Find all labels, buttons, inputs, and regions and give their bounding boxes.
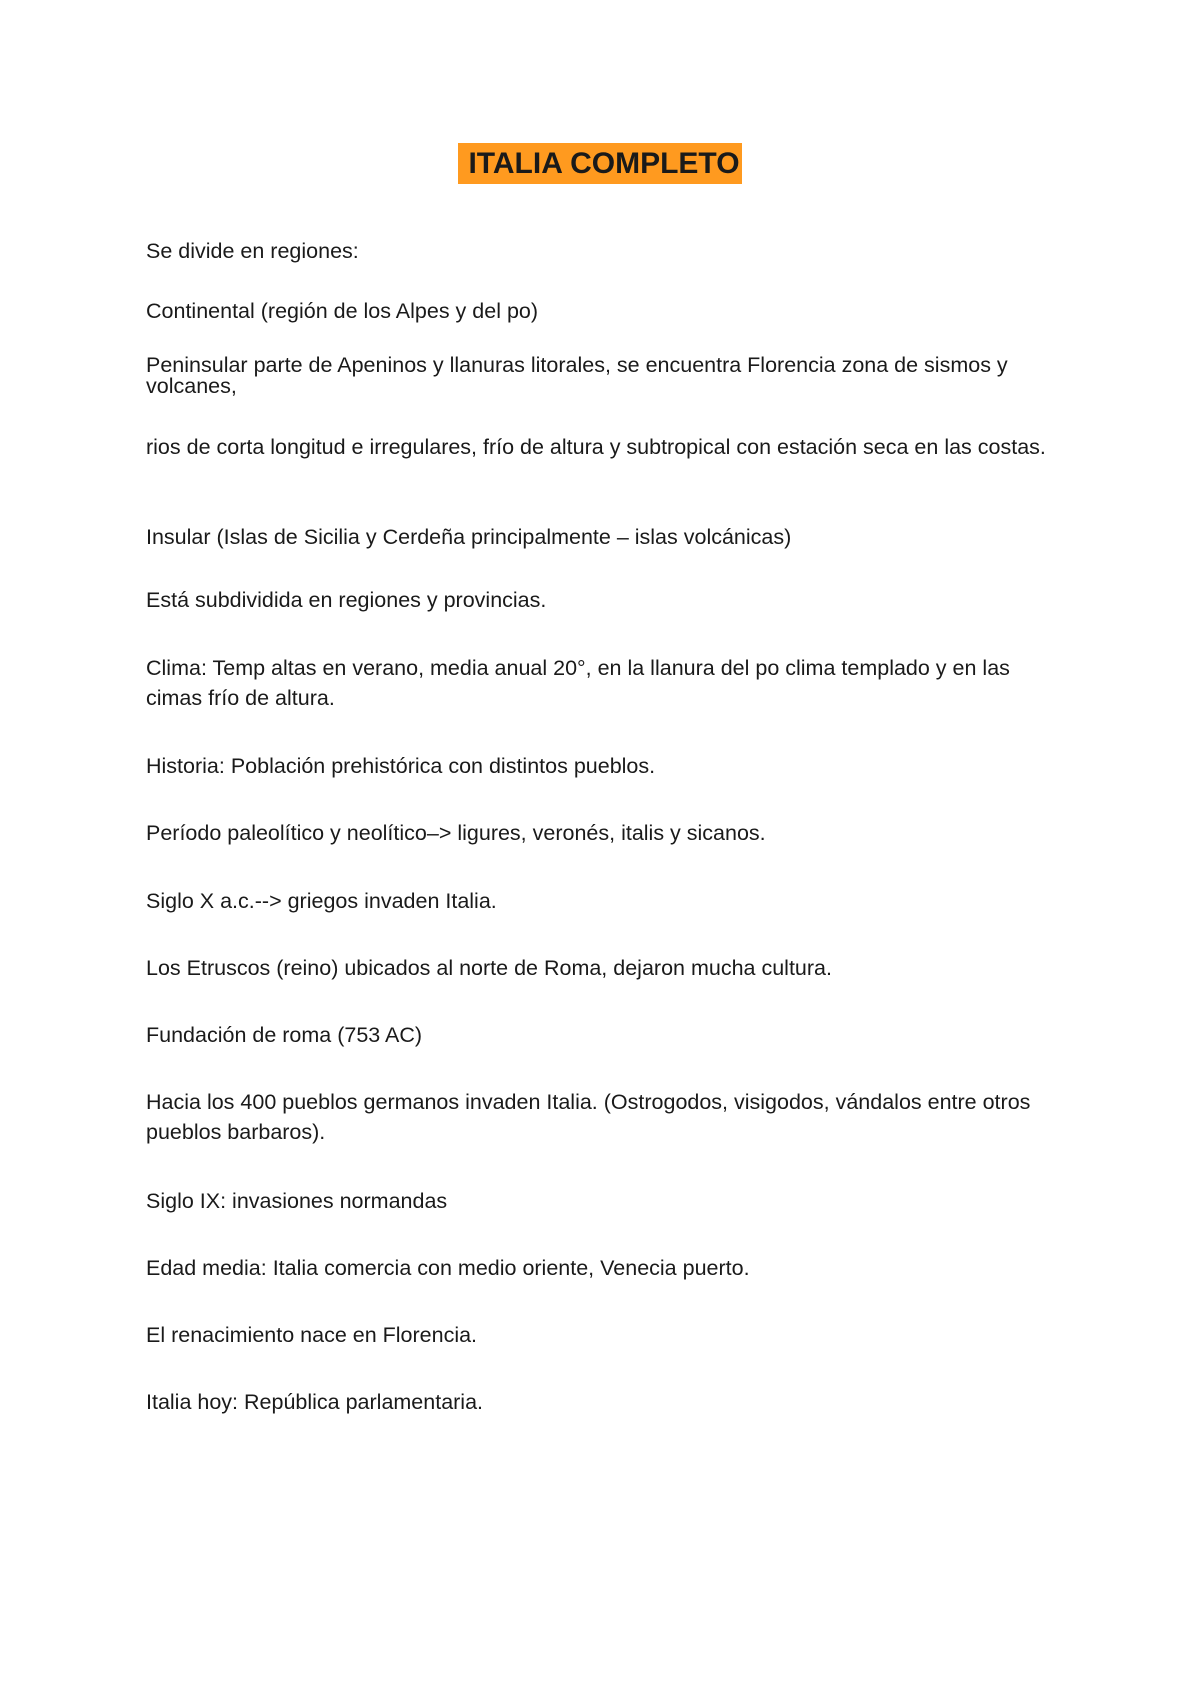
paragraph-siglo-ix: Siglo IX: invasiones normandas bbox=[146, 1189, 448, 1213]
paragraph-italia-hoy: Italia hoy: República parlamentaria. bbox=[146, 1390, 484, 1414]
paragraph-etruscos: Los Etruscos (reino) ubicados al norte de Roma, dejaron mucha cultura. bbox=[146, 956, 832, 980]
document-title bbox=[0, 143, 1200, 184]
paragraph-clima: Clima: Temp altas en verano, media anual 20°, en la llanura del po clima templado y en las cimas frío de altura. bbox=[146, 656, 1010, 710]
paragraph-peninsular: Peninsular parte de Apeninos y llanuras litorales, se encuentra Florencia zona de sismos y volcanes, bbox=[146, 353, 1008, 398]
paragraph-renacimiento: El renacimiento nace en Florencia. bbox=[146, 1323, 478, 1347]
paragraph-fundacion-roma: Fundación de roma (753 AC) bbox=[146, 1023, 423, 1047]
paragraph-regions-intro: Se divide en regiones: bbox=[146, 239, 359, 263]
paragraph-rivers-climate: rios de corta longitud e irregulares, frío de altura y subtropical con estación seca en las costas. bbox=[146, 435, 1046, 459]
paragraph-periodo: Período paleolítico y neolítico–> ligures, veronés, italis y sicanos. bbox=[146, 821, 766, 845]
paragraph-pueblos-germanos: Hacia los 400 pueblos germanos invaden Italia. (Ostrogodos, visigodos, vándalos entre otros pueblos barbaros). bbox=[146, 1090, 1031, 1144]
paragraph-insular: Insular (Islas de Sicilia y Cerdeña principalmente – islas volcánicas) bbox=[146, 525, 792, 549]
paragraph-siglo-x: Siglo X a.c.--> griegos invaden Italia. bbox=[146, 889, 497, 913]
paragraph-subdivision: Está subdividida en regiones y provincias. bbox=[146, 588, 547, 612]
paragraph-edad-media: Edad media: Italia comercia con medio oriente, Venecia puerto. bbox=[146, 1256, 750, 1280]
title-highlight: ITALIA COMPLETO bbox=[458, 143, 741, 184]
paragraph-historia: Historia: Población prehistórica con distintos pueblos. bbox=[146, 754, 656, 778]
paragraph-continental: Continental (región de los Alpes y del po) bbox=[146, 299, 539, 323]
